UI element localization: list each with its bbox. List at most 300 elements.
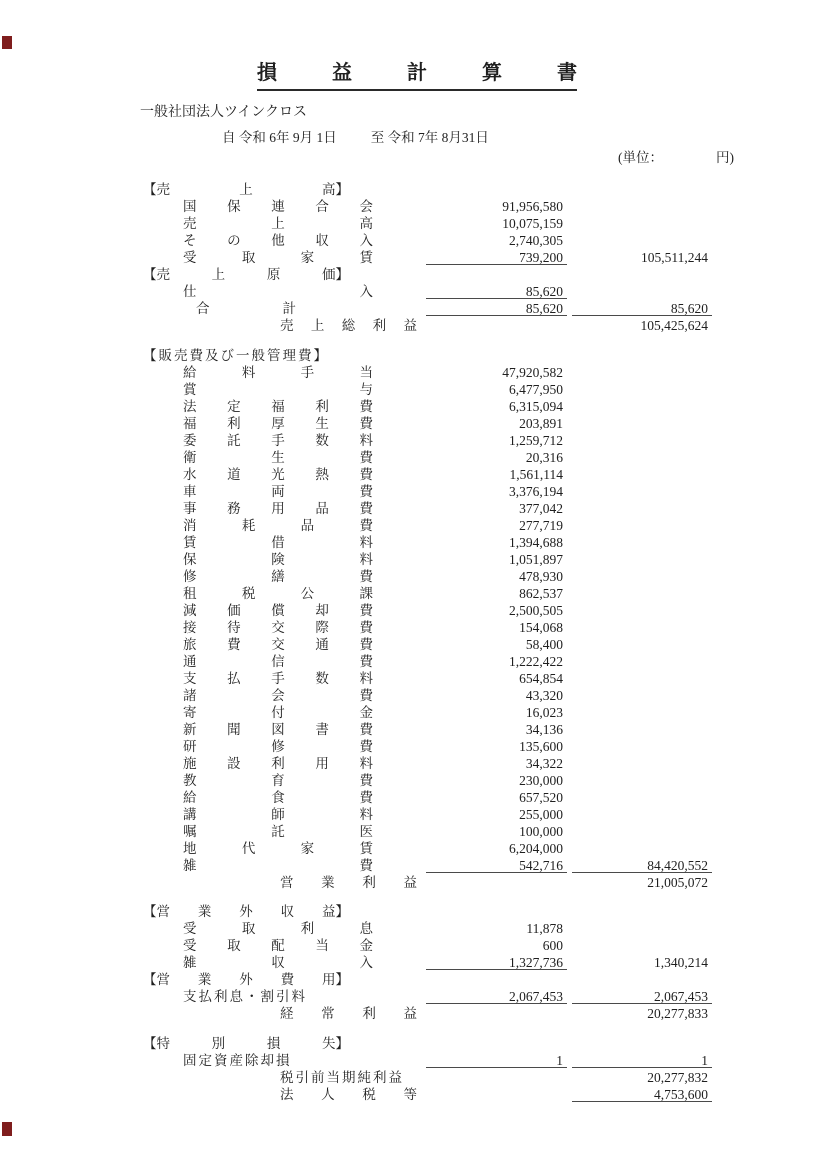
account-label-char: 交 xyxy=(271,636,285,652)
account-label xyxy=(183,704,373,721)
account-label-char: 国 xyxy=(183,199,197,214)
amount-detail-column: 1,561,114 xyxy=(509,466,563,482)
amount-detail-column: 10,075,159 xyxy=(502,216,563,231)
account-label-char: 熱 xyxy=(315,466,329,482)
account-label-char: 料 xyxy=(359,755,373,771)
account-label-char: 利 xyxy=(315,398,329,414)
amount-detail-column: 739,200 xyxy=(426,249,567,265)
account-label-char: 用】 xyxy=(322,972,349,987)
account-label-char: 給 xyxy=(183,364,197,380)
account-label-char: 会 xyxy=(271,687,285,703)
amount-detail-column: 6,315,094 xyxy=(509,398,563,414)
scan-artifact-mark xyxy=(2,1122,12,1136)
account-label-char: 当 xyxy=(359,364,373,380)
amount-total-column: 85,620 xyxy=(572,300,712,316)
amount-detail-column: 43,320 xyxy=(525,687,563,703)
account-label-char: 託 xyxy=(271,823,285,839)
account-label-char: 両 xyxy=(271,483,285,499)
account-label-char: 費 xyxy=(359,772,373,788)
amount-detail-column: 6,204,000 xyxy=(509,840,563,856)
account-label-char: 取 xyxy=(241,250,256,265)
account-label-char: 【売 xyxy=(143,182,170,197)
statement-row xyxy=(0,823,826,840)
unit-suffix: 円) xyxy=(716,150,734,165)
statement-row xyxy=(0,738,826,755)
account-label-char: 入 xyxy=(359,955,373,970)
account-label xyxy=(183,568,373,585)
account-label-char: 費 xyxy=(359,721,373,737)
account-label-char: 衛 xyxy=(183,449,197,465)
account-label-char: 費 xyxy=(359,483,373,499)
account-label-char: 減 xyxy=(183,602,197,618)
account-label-char: 息 xyxy=(359,921,373,936)
period-to: 至 令和 7年 8月31日 xyxy=(370,130,489,145)
account-label-char: 修 xyxy=(183,568,197,584)
account-label-char: 外 xyxy=(239,972,253,987)
amount-detail-column: 20,316 xyxy=(525,449,563,465)
account-label-char: 生 xyxy=(315,415,329,431)
account-label xyxy=(183,198,373,215)
statement-row xyxy=(0,789,826,806)
statement-row xyxy=(0,347,826,364)
account-label xyxy=(183,721,373,738)
amount-detail-column: 2,740,305 xyxy=(509,233,563,248)
account-label-char: 別 xyxy=(211,1035,226,1051)
account-label-char: 払 xyxy=(227,670,241,686)
account-label-char: 際 xyxy=(315,619,329,635)
statement-row xyxy=(0,432,826,449)
account-label: 【販売費及び一般管理費】 xyxy=(143,347,329,363)
account-label-char: 税 xyxy=(241,585,256,601)
statement-row xyxy=(0,920,826,937)
account-label-char: 益】 xyxy=(322,904,349,919)
amount-total-column: 2,067,453 xyxy=(572,988,712,1004)
account-label xyxy=(143,1035,349,1052)
account-label-char: 費 xyxy=(359,636,373,652)
statement-section xyxy=(0,347,826,891)
amount-detail-column: 85,620 xyxy=(426,300,567,316)
amount-detail-column: 862,537 xyxy=(519,585,563,601)
account-label-char: 施 xyxy=(183,755,197,771)
statement-row xyxy=(0,1035,826,1052)
account-label-char: 外 xyxy=(239,904,253,919)
statement-row xyxy=(0,704,826,721)
statement-row xyxy=(0,1086,826,1103)
account-label-char: 公 xyxy=(300,585,315,601)
account-label-char: 嘱 xyxy=(183,823,197,839)
account-label-char: 合 xyxy=(196,301,210,316)
statement-row xyxy=(0,415,826,432)
account-label-char: 受 xyxy=(183,938,197,953)
amount-detail-column: 3,376,194 xyxy=(509,483,563,499)
account-label-char: 【売 xyxy=(143,267,170,282)
account-label-char: 聞 xyxy=(227,721,241,737)
account-label-char: 益 xyxy=(403,318,417,333)
account-label-char: 法 xyxy=(183,398,197,414)
account-label xyxy=(183,534,373,551)
account-label xyxy=(183,619,373,636)
amount-detail-column: 255,000 xyxy=(519,806,563,822)
amount-detail-column: 1,394,688 xyxy=(509,534,563,550)
account-label xyxy=(183,738,373,755)
account-label-char: 保 xyxy=(227,199,241,214)
amount-total-column: 84,420,552 xyxy=(572,857,712,873)
title-character: 損 xyxy=(257,62,277,84)
accounting-period xyxy=(222,126,489,146)
amount-detail-column: 2,067,453 xyxy=(426,988,567,1004)
account-label-char: 経 xyxy=(280,1006,294,1021)
account-label-char: 収 xyxy=(280,904,295,919)
account-label-char: 金 xyxy=(359,938,373,953)
account-label-char: 取 xyxy=(227,938,241,953)
account-label-char: 定 xyxy=(227,398,241,414)
account-label-char: 収 xyxy=(271,955,285,970)
account-label-char: 講 xyxy=(183,806,197,822)
period-from: 自 令和 6年 9月 1日 xyxy=(222,130,337,145)
account-label-char: 損 xyxy=(266,1035,281,1051)
account-label-char: 料 xyxy=(359,534,373,550)
account-label xyxy=(183,636,373,653)
amount-total-column: 20,277,833 xyxy=(647,1006,708,1021)
amount-total-column: 1,340,214 xyxy=(654,955,708,970)
account-label-char: 図 xyxy=(271,721,285,737)
account-label-char: 会 xyxy=(359,199,373,214)
amount-detail-column: 100,000 xyxy=(519,823,563,839)
account-label-char: 費 xyxy=(359,568,373,584)
account-label-char: 賞 xyxy=(183,381,197,397)
statement-row xyxy=(0,602,826,619)
account-label-char: 数 xyxy=(315,432,329,448)
account-label-char: 当 xyxy=(315,938,329,953)
account-label-char: 育 xyxy=(271,772,285,788)
amount-detail-column: 1,051,897 xyxy=(509,551,563,567)
amount-total-column: 1 xyxy=(572,1052,712,1068)
account-label xyxy=(183,789,373,806)
amount-detail-column: 542,716 xyxy=(426,857,567,873)
account-label xyxy=(183,954,373,971)
account-label-char: 業 xyxy=(197,972,212,987)
statement-row xyxy=(0,937,826,954)
amount-detail-column: 478,930 xyxy=(519,568,563,584)
account-label-char: 費 xyxy=(359,789,373,805)
account-label-char: 道 xyxy=(227,466,241,482)
account-label-char: 入 xyxy=(359,284,373,299)
statement-row xyxy=(0,954,826,971)
account-label-char: 等 xyxy=(403,1086,417,1102)
account-label-char: 費 xyxy=(359,857,373,873)
account-label-char: 営 xyxy=(280,874,294,890)
account-label-char: 益 xyxy=(403,1006,417,1021)
account-label-char: 事 xyxy=(183,500,197,516)
account-label-char: 家 xyxy=(300,840,315,856)
statement-row xyxy=(0,619,826,636)
account-label-char: 教 xyxy=(183,772,197,788)
account-label-char: 常 xyxy=(321,1006,335,1021)
account-label xyxy=(183,449,373,466)
account-label xyxy=(183,283,373,300)
statement-row xyxy=(0,653,826,670)
account-label-char: 与 xyxy=(359,381,373,397)
amount-detail-column: 657,520 xyxy=(519,789,563,805)
account-label-char: 取 xyxy=(241,921,256,936)
statement-row xyxy=(0,755,826,772)
account-label-char: 上 xyxy=(310,318,325,333)
statement-row xyxy=(0,1005,826,1022)
title-character: 益 xyxy=(332,62,352,84)
unit-prefix: (単位： xyxy=(618,150,663,165)
account-label xyxy=(183,466,373,483)
amount-detail-column: 654,854 xyxy=(519,670,563,686)
account-label-char: 利 xyxy=(372,318,387,333)
account-label-char: 【営 xyxy=(143,904,170,919)
amount-detail-column: 34,136 xyxy=(525,721,563,737)
account-label-char: 上 xyxy=(271,216,285,231)
account-label xyxy=(280,874,417,891)
statement-row xyxy=(0,971,826,988)
account-label-char: 託 xyxy=(227,432,241,448)
amount-detail-column: 1 xyxy=(426,1052,567,1068)
account-label-char: 費 xyxy=(359,449,373,465)
statement-row xyxy=(0,772,826,789)
account-label-char: 通 xyxy=(183,653,197,669)
account-label xyxy=(183,755,373,772)
statement-row xyxy=(0,517,826,534)
amount-detail-column: 47,920,582 xyxy=(502,364,563,380)
account-label-char: 利 xyxy=(271,755,285,771)
account-label-char: 料 xyxy=(241,364,256,380)
statement-row xyxy=(0,551,826,568)
title-character: 書 xyxy=(557,62,577,84)
account-label: 支払利息・割引料 xyxy=(183,989,307,1004)
account-label xyxy=(183,215,373,232)
account-label-char: 品 xyxy=(300,517,315,533)
amount-detail-column: 58,400 xyxy=(525,636,563,652)
account-label-char: 料 xyxy=(359,551,373,567)
account-label-char: 高】 xyxy=(322,182,349,197)
amount-total-column: 20,277,832 xyxy=(647,1069,708,1085)
account-label-char: 金 xyxy=(359,704,373,720)
account-label-char: 高 xyxy=(359,216,373,231)
account-label-char: 諸 xyxy=(183,687,197,703)
account-label-char: 人 xyxy=(321,1086,335,1102)
account-label-char: そ xyxy=(183,233,197,248)
account-label-char: 代 xyxy=(241,840,256,856)
statement-row xyxy=(0,874,826,891)
amount-detail-column: 203,891 xyxy=(519,415,563,431)
account-label-char: 険 xyxy=(271,551,285,567)
account-label-char: 数 xyxy=(315,670,329,686)
account-label-char: 光 xyxy=(271,466,285,482)
account-label-char: 売 xyxy=(183,216,197,231)
account-label-char: 委 xyxy=(183,432,197,448)
statement-row xyxy=(0,988,826,1005)
statement-section xyxy=(0,903,826,1022)
account-label-char: 費 xyxy=(359,738,373,754)
account-label-char: 業 xyxy=(321,874,335,890)
account-label-char: 雑 xyxy=(183,857,197,873)
account-label-char: 業 xyxy=(197,904,212,919)
account-label-char: 書 xyxy=(315,721,329,737)
statement-row xyxy=(0,300,826,317)
account-label xyxy=(183,772,373,789)
statement-row xyxy=(0,398,826,415)
statement-row xyxy=(0,687,826,704)
amount-detail-column: 277,719 xyxy=(519,517,563,533)
account-label-char: 原 xyxy=(266,267,281,282)
account-label-char: 給 xyxy=(183,789,197,805)
account-label xyxy=(183,920,373,937)
account-label-char: 賃 xyxy=(183,534,197,550)
title-character: 計 xyxy=(407,62,427,84)
account-label xyxy=(183,653,373,670)
account-label-char: 信 xyxy=(271,653,285,669)
account-label-char: 配 xyxy=(271,938,285,953)
account-label-char: 価】 xyxy=(321,267,349,282)
account-label xyxy=(183,249,373,266)
account-label-char: 税 xyxy=(362,1086,376,1102)
amount-detail-column: 1,222,422 xyxy=(509,653,563,669)
account-label-char: 福 xyxy=(183,415,197,431)
account-label-char: 旅 xyxy=(183,636,197,652)
account-label-char: 支 xyxy=(183,670,197,686)
statement-row xyxy=(0,1069,826,1086)
statement-section xyxy=(0,1035,826,1103)
account-label xyxy=(183,602,373,619)
account-label-char: 総 xyxy=(341,318,356,333)
account-label-char: 接 xyxy=(183,619,197,635)
account-label xyxy=(183,857,373,874)
account-label-char: 付 xyxy=(271,704,285,720)
account-label-char: 水 xyxy=(183,466,197,482)
account-label-char: 通 xyxy=(315,636,329,652)
account-label-char: 償 xyxy=(271,602,285,618)
account-label-char: 却 xyxy=(315,602,329,618)
account-label xyxy=(143,971,349,988)
account-label-char: 受 xyxy=(183,250,197,265)
statement-row xyxy=(0,534,826,551)
account-label-char: 待 xyxy=(227,619,241,635)
account-label-char: 賃 xyxy=(359,840,373,856)
account-label-char: 費 xyxy=(359,500,373,516)
account-label-char: 費 xyxy=(359,619,373,635)
statement-row xyxy=(0,198,826,215)
statement-row xyxy=(0,500,826,517)
statement-row xyxy=(0,636,826,653)
account-label-char: 費 xyxy=(227,636,241,652)
account-label xyxy=(143,181,349,198)
account-label-char: 料 xyxy=(359,806,373,822)
account-label-char: 料 xyxy=(359,432,373,448)
statement-row xyxy=(0,670,826,687)
account-label xyxy=(196,300,296,317)
account-label-char: 用 xyxy=(271,500,285,516)
statement-row xyxy=(0,249,826,266)
account-label-char: 費 xyxy=(359,517,373,533)
account-label xyxy=(183,823,373,840)
account-label xyxy=(183,381,373,398)
account-label-char: 借 xyxy=(271,534,285,550)
account-label xyxy=(183,840,373,857)
account-label: 税引前当期純利益 xyxy=(280,1069,404,1085)
account-label-char: 手 xyxy=(300,364,315,380)
statement-row xyxy=(0,181,826,198)
account-label xyxy=(183,500,373,517)
account-label-char: 新 xyxy=(183,721,197,737)
statement-row xyxy=(0,1052,826,1069)
account-label-char: 保 xyxy=(183,551,197,567)
account-label xyxy=(183,585,373,602)
account-label-char: 医 xyxy=(359,823,373,839)
amount-detail-column: 154,068 xyxy=(519,619,563,635)
title-character: 算 xyxy=(482,62,502,84)
account-label-char: 連 xyxy=(271,199,285,214)
account-label-char: 雑 xyxy=(183,955,197,970)
account-label-char: 福 xyxy=(271,398,285,414)
statement-row xyxy=(0,568,826,585)
account-label-char: 利 xyxy=(227,415,241,431)
account-label-char: 厚 xyxy=(271,415,285,431)
account-label-char: 収 xyxy=(315,233,329,248)
page-title xyxy=(257,56,577,91)
statement-row xyxy=(0,381,826,398)
statement-row xyxy=(0,283,826,300)
account-label-char: 法 xyxy=(280,1086,294,1102)
amount-detail-column: 2,500,505 xyxy=(509,602,563,618)
account-label-char: 上 xyxy=(239,182,253,197)
account-label-char: 【営 xyxy=(143,972,170,987)
amount-total-column: 21,005,072 xyxy=(647,874,708,890)
account-label-char: 師 xyxy=(271,806,285,822)
account-label xyxy=(280,317,417,334)
amount-detail-column: 377,042 xyxy=(519,500,563,516)
account-label xyxy=(183,806,373,823)
account-label-char: 費 xyxy=(359,398,373,414)
account-label xyxy=(183,432,373,449)
account-label-char: 車 xyxy=(183,483,197,499)
amount-detail-column: 135,600 xyxy=(519,738,563,754)
amount-detail-column: 1,259,712 xyxy=(509,432,563,448)
account-label xyxy=(183,937,373,954)
account-label xyxy=(183,398,373,415)
account-label-char: 失】 xyxy=(321,1035,349,1051)
account-label-char: 品 xyxy=(315,500,329,516)
statement-row xyxy=(0,903,826,920)
account-label-char: 利 xyxy=(362,1006,376,1021)
account-label-char: 消 xyxy=(183,517,197,533)
amount-detail-column: 34,322 xyxy=(525,755,563,771)
amount-detail-column: 11,878 xyxy=(526,921,563,936)
account-label xyxy=(183,670,373,687)
account-label-char: 費 xyxy=(359,687,373,703)
account-label-char: 耗 xyxy=(241,517,256,533)
account-label xyxy=(143,903,349,920)
amount-detail-column: 91,956,580 xyxy=(502,199,563,214)
statement-row xyxy=(0,266,826,283)
account-label-char: 利 xyxy=(362,874,376,890)
account-label-char: 手 xyxy=(271,432,285,448)
account-label-char: 生 xyxy=(271,449,285,465)
account-label xyxy=(143,266,349,283)
statement-row xyxy=(0,232,826,249)
account-label-char: 修 xyxy=(271,738,285,754)
account-label-char: 費 xyxy=(359,602,373,618)
statement-row xyxy=(0,585,826,602)
account-label-char: 繕 xyxy=(271,568,285,584)
account-label-char: 研 xyxy=(183,738,197,754)
account-label-char: 【特 xyxy=(143,1035,170,1051)
account-label xyxy=(183,415,373,432)
statement-row xyxy=(0,483,826,500)
